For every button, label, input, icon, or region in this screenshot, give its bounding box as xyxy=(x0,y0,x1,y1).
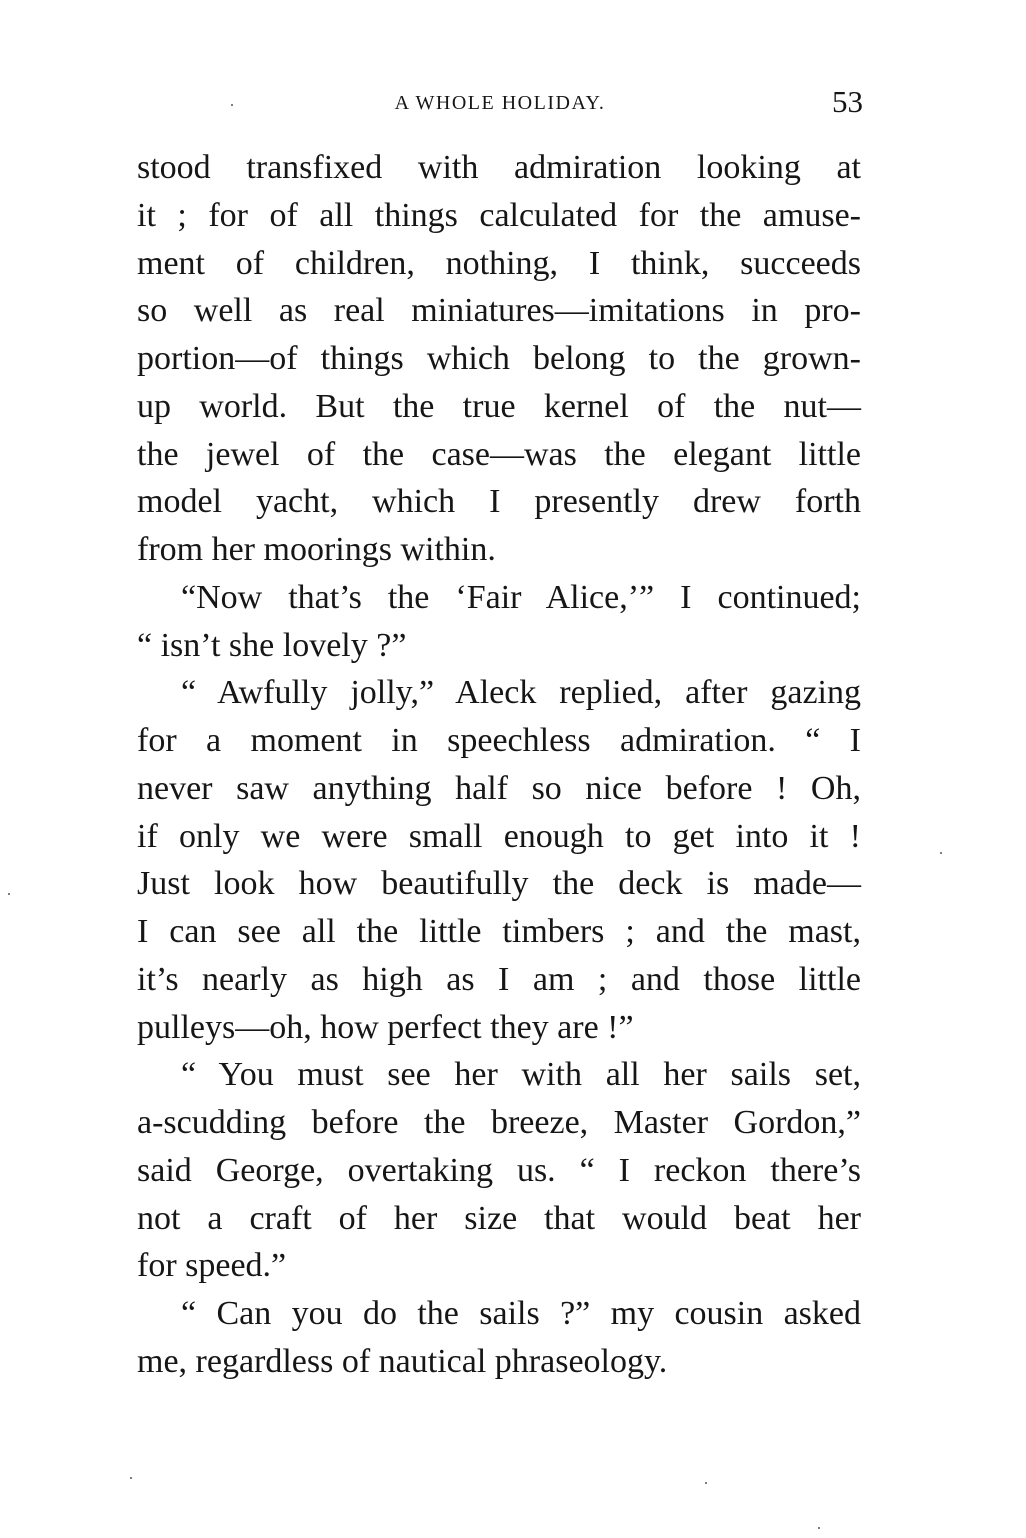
text-line: “ isn’t she lovely ?” xyxy=(137,626,407,664)
running-title: A WHOLE HOLIDAY. xyxy=(394,92,606,114)
text-line: not a craft of her size that would beat her xyxy=(137,1199,861,1237)
text-line: if only we were small enough to get into it ! xyxy=(137,817,861,855)
scan-speck xyxy=(705,1482,707,1484)
page-number: 53 xyxy=(832,84,863,119)
text-line: “ Can you do the sails ?” my cousin asked xyxy=(181,1295,861,1332)
text-line: it’s nearly as high as I am ; and those little xyxy=(137,960,861,998)
text-line: for speed.” xyxy=(137,1247,287,1285)
text-line: the jewel of the case—was the elegant little xyxy=(137,435,861,473)
text-line: ment of children, nothing, I think, succeeds xyxy=(137,244,861,282)
text-line: “ You must see her with all her sails set, xyxy=(181,1056,861,1094)
text-line: Just look how beautifully the deck is made— xyxy=(137,865,861,903)
scan-speck xyxy=(8,893,10,895)
paragraph-5 xyxy=(137,1290,861,1386)
scan-speck xyxy=(130,1477,132,1479)
text-body xyxy=(137,144,861,1386)
text-line: from her moorings within. xyxy=(137,531,496,568)
text-line: I can see all the little timbers ; and the mast, xyxy=(137,913,861,950)
text-line: me, regardless of nautical phraseology. xyxy=(137,1342,668,1380)
paragraph-4 xyxy=(137,1051,861,1290)
paragraph-1 xyxy=(137,144,861,574)
text-line: it ; for of all things calculated for the amuse- xyxy=(137,196,861,234)
scan-speck xyxy=(231,104,233,106)
text-line: “Now that’s the ‘Fair Alice,’” I continued; xyxy=(181,578,861,616)
text-line: portion—of things which belong to the grown- xyxy=(137,340,861,377)
text-line: said George, overtaking us. “ I reckon there’s xyxy=(137,1151,861,1189)
text-line: stood transfixed with admiration looking at xyxy=(137,149,861,186)
text-line: pulleys—oh, how perfect they are !” xyxy=(137,1008,634,1046)
text-line: so well as real miniatures—imitations in pro- xyxy=(137,292,861,330)
text-line: up world. But the true kernel of the nut— xyxy=(137,387,861,425)
running-head xyxy=(137,84,863,124)
text-line: for a moment in speechless admiration. “ I xyxy=(137,722,861,759)
scan-speck xyxy=(818,1527,820,1529)
text-line: model yacht, which I presently drew forth xyxy=(137,483,861,521)
paragraph-2 xyxy=(137,574,861,670)
text-line: never saw anything half so nice before ! Oh, xyxy=(137,769,861,807)
text-line: a-scudding before the breeze, Master Gordon,” xyxy=(137,1104,861,1141)
paragraph-3 xyxy=(137,669,861,1051)
text-line: “ Awfully jolly,” Aleck replied, after gazing xyxy=(181,674,861,712)
scan-speck xyxy=(940,852,942,854)
